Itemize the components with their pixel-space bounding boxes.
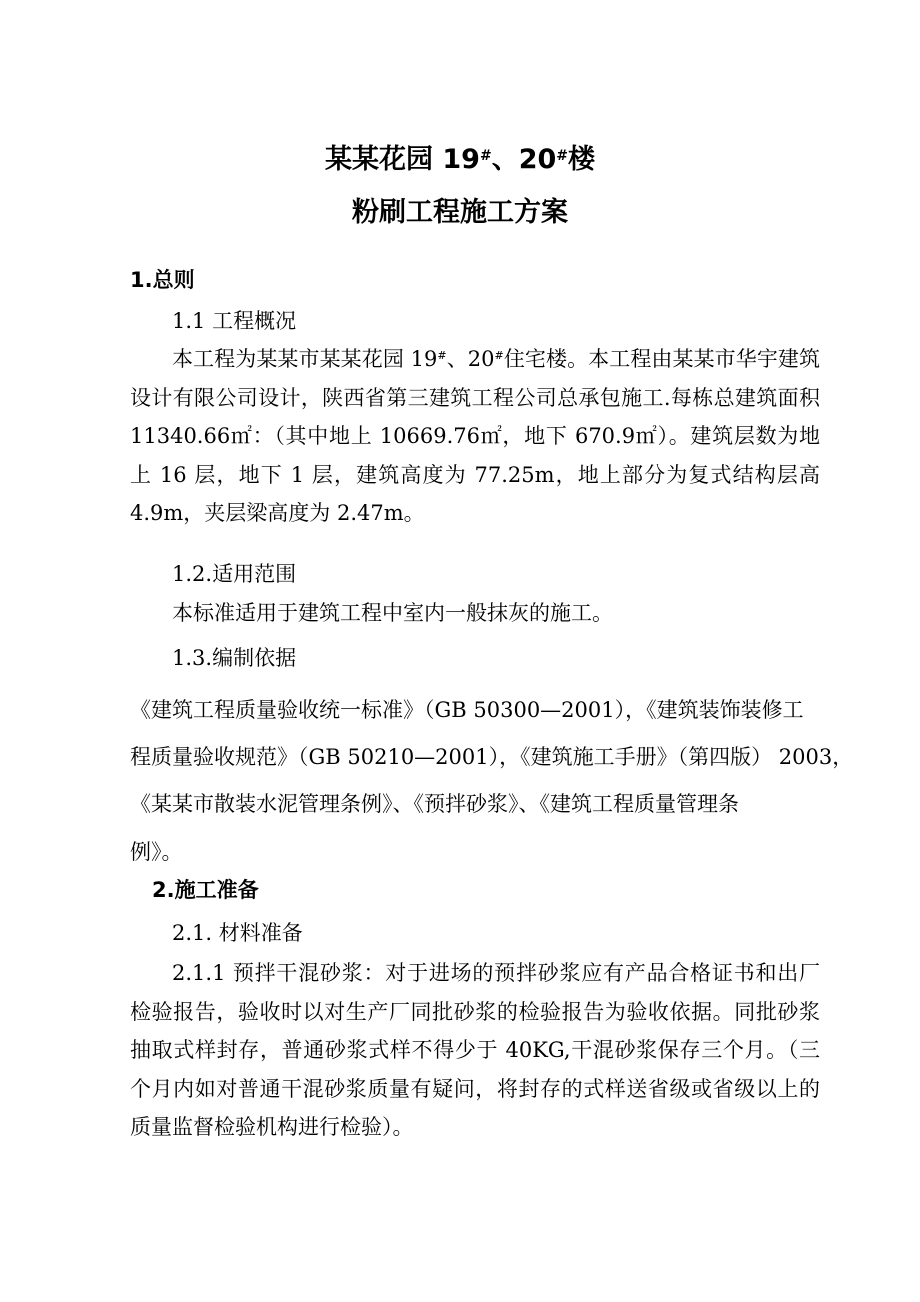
section-2-heading: 2.施工准备 <box>152 878 259 902</box>
overview-text-c: 住宅楼。本工程由某某市华宇建筑设计有限公司设计，陕西省第三建筑工程公司总承包施工.每栋总建筑面积 11340.66㎡：（其中地上 10669.76㎡，地下 670.9㎡）。建筑层数为地上 16 层，地下 1 层，建筑高度为 77.25m，地上部分为复式结构层高 4.9m，夹层梁高度为 2.47m。 <box>130 347 820 525</box>
scope-text: 本标准适用于建筑工程中室内一般抹灰的施工。 <box>172 601 613 625</box>
basis-line-4: 例》。 <box>130 840 183 864</box>
title-text-b: 、20 <box>491 144 557 175</box>
title-sup-b: # <box>556 148 569 164</box>
overview-text-a: 本工程为某某市某某花园 19 <box>172 347 438 371</box>
document-title-line2: 粉刷工程施工方案 <box>352 197 568 228</box>
section-1-2-heading: 1.2.适用范围 <box>172 562 297 586</box>
basis-line-1: 《建筑工程质量验收统一标准》（GB 50300—2001），《建筑装饰装修工 <box>130 698 804 722</box>
overview-sup-1: # <box>437 349 447 362</box>
project-overview-paragraph <box>130 340 820 533</box>
basis-line-3: 《某某市散装水泥管理条例》、《预拌砂浆》、《建筑工程质量管理条 <box>130 792 739 816</box>
section-1-heading: 1.总则 <box>130 268 195 292</box>
overview-text-b: 、20 <box>446 347 495 371</box>
section-1-1-heading: 1.1 工程概况 <box>172 309 297 333</box>
material-preparation-paragraph: 2.1.1 预拌干混砂浆：对于进场的预拌砂浆应有产品合格证书和出厂检验报告，验收时以对生产厂同批砂浆的检验报告为验收依据。同批砂浆抽取式样封存，普通砂浆式样不得少于 40KG,干混砂浆保存三个月。（三个月内如对普通干混砂浆质量有疑问，将封存的式样送省级或省级以上的质量监督检验机构进行检验）。 <box>130 961 820 1139</box>
document-title-line1 <box>0 143 920 177</box>
overview-sup-2: # <box>494 349 504 362</box>
title-sup-a: # <box>479 148 492 164</box>
title-text-c: 楼 <box>568 144 596 175</box>
title-text-a: 某某花园 19 <box>324 144 480 175</box>
section-2-1-heading: 2.1. 材料准备 <box>172 921 303 945</box>
section-1-3-heading: 1.3.编制依据 <box>172 646 297 670</box>
basis-line-2: 程质量验收规范》（GB 50210—2001），《建筑施工手册》（第四版） 2003， <box>130 745 854 769</box>
